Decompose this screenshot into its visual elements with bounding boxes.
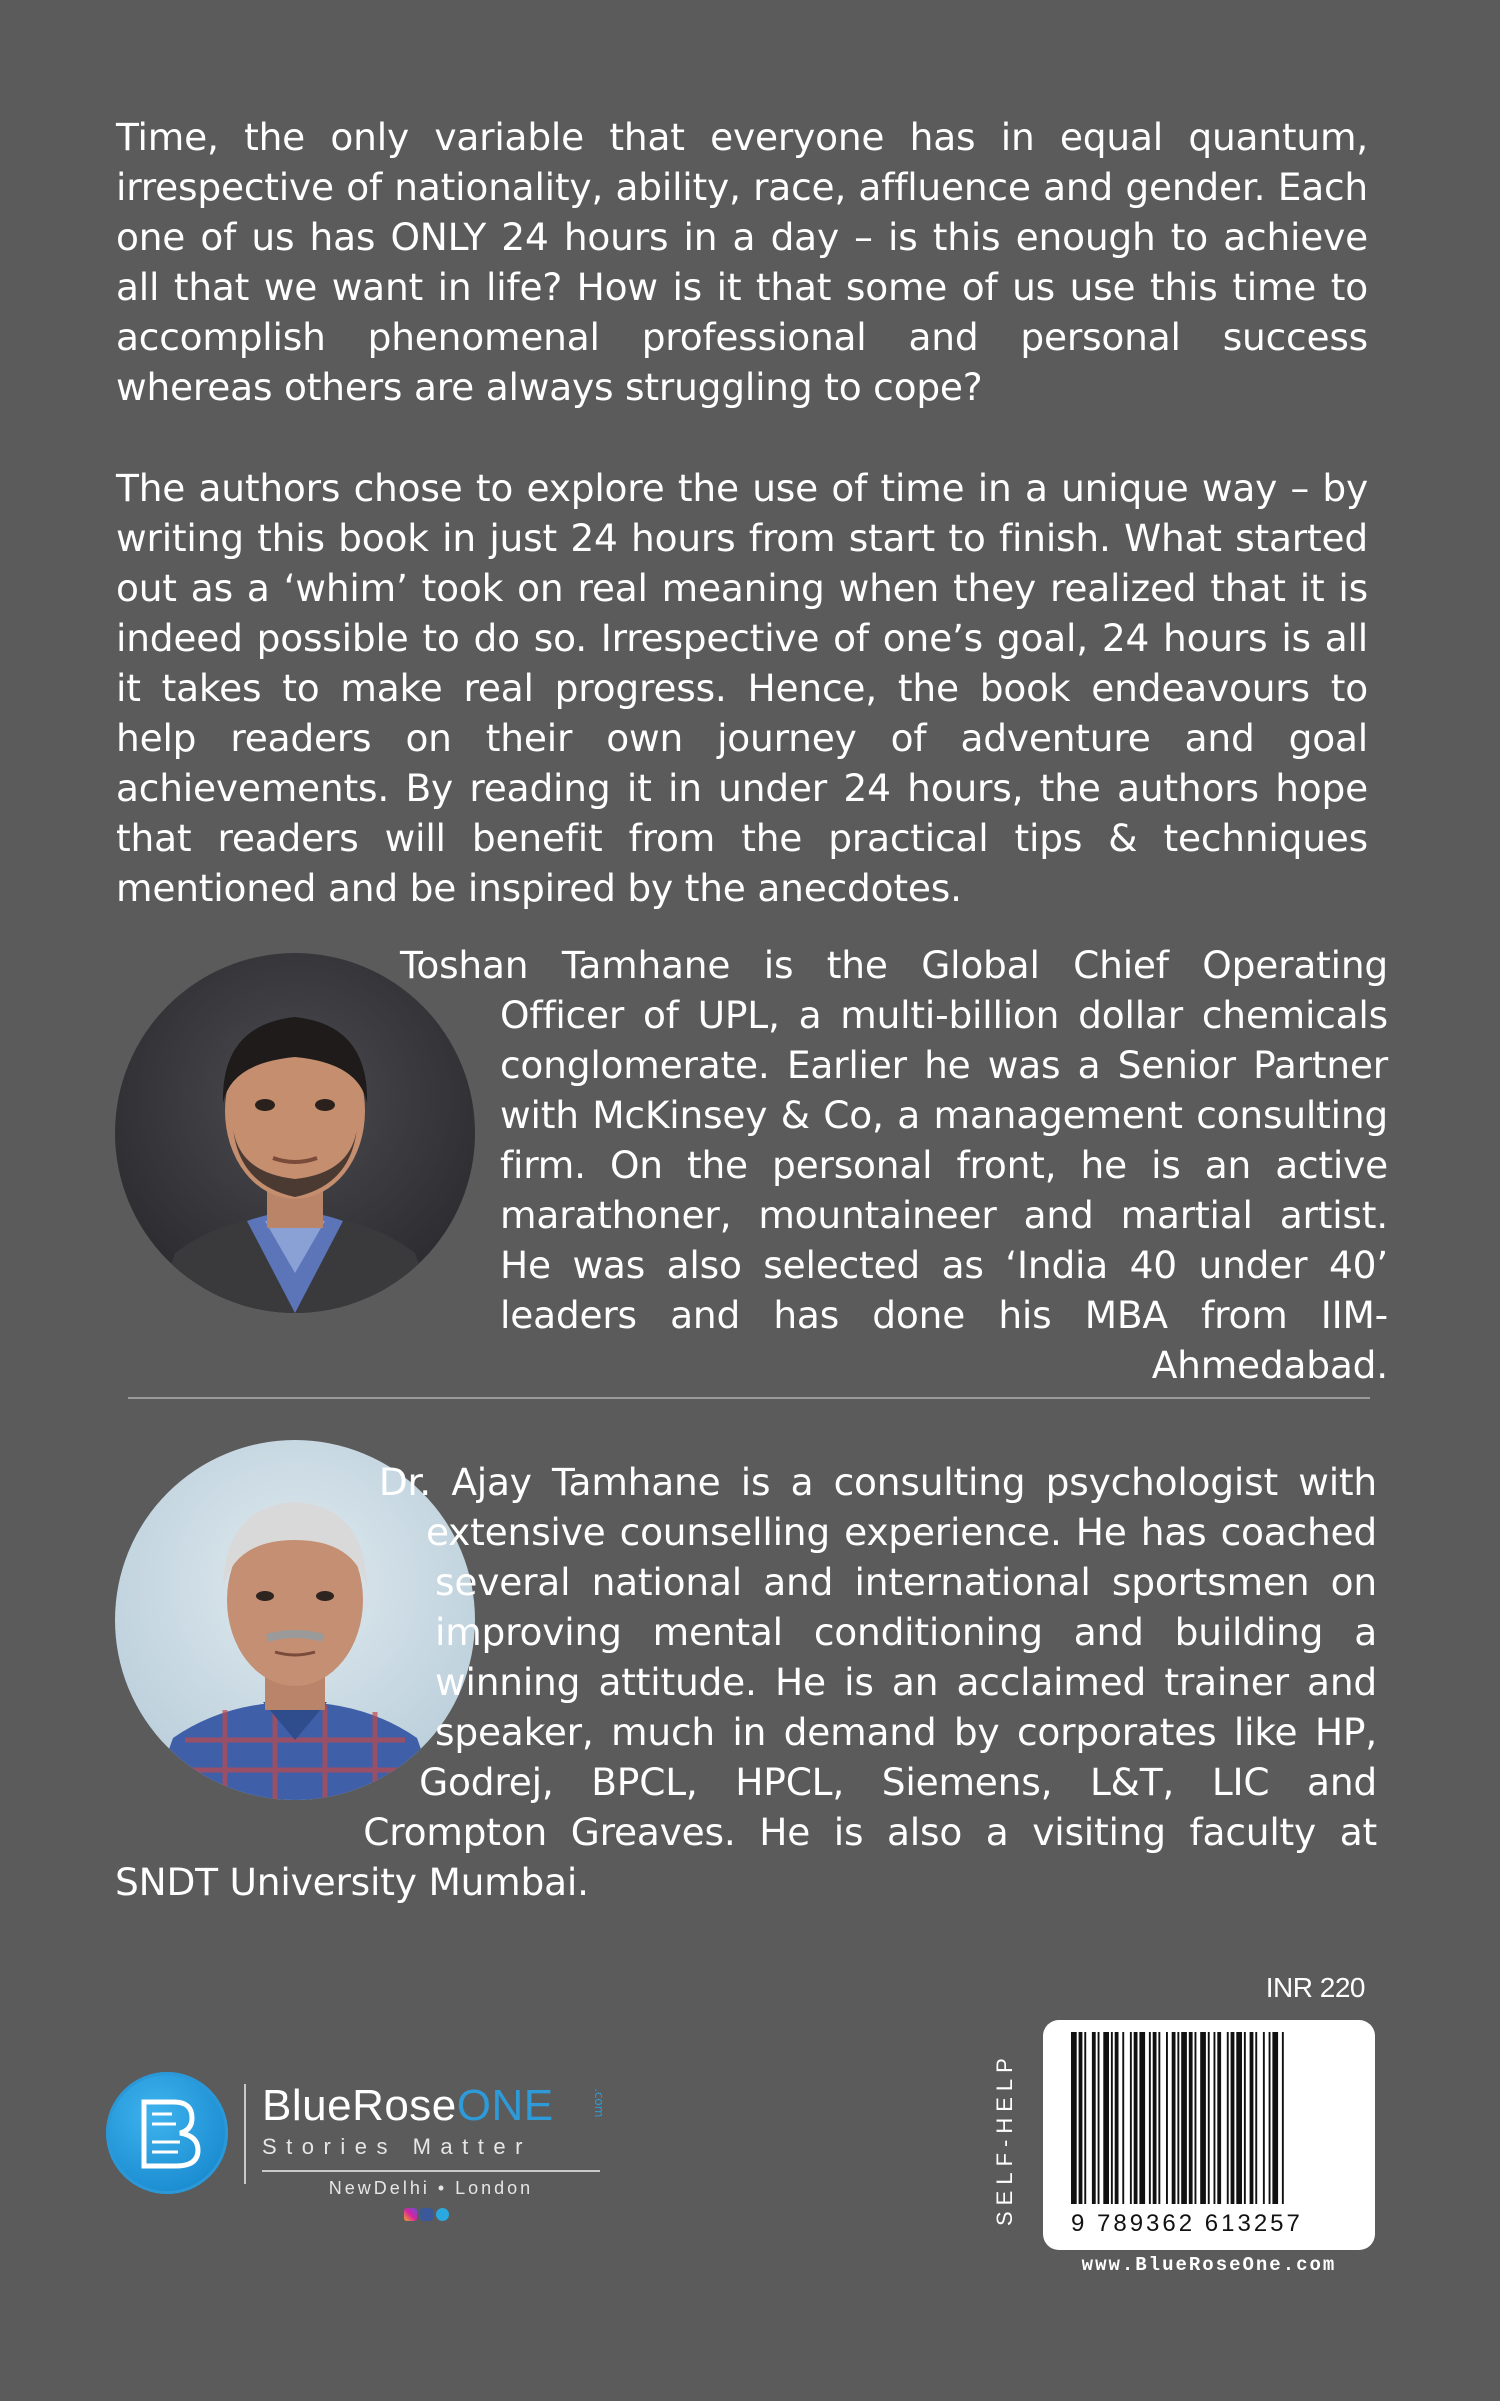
- author-bio-ajay-text: Dr. Ajay Tamhane is a consulting psychologist with extensive counselling experience. He has coached several national and international sportsmen on improving mental conditioning and building a winning attitude. He is an acclaimed trainer and speaker, much in demand by corporates like HP, Godrej, BPCL, HPCL, Siemens, L&T, LIC and Crompton Greaves. He is also a visiting faculty at SNDT University Mumbai.: [115, 1460, 1377, 1904]
- logo-underline: [262, 2170, 600, 2172]
- blurb-paragraph-2: The authors chose to explore the use of time in a unique way – by writing this book in just 24 hours from start to finish. What started out as a ‘whim’ took on real meaning when they realized that it is indeed possible to do so. Irrespective of one’s goal, 24 hours is all it takes to make real progress. Hence, the book endeavours to help readers on their own journey of adventure and goal achievements. By reading it in under 24 hours, the authors hope that readers will benefit from the practical tips & techniques mentioned and be inspired by the anecdotes.: [116, 466, 1368, 910]
- barcode-bar: [1244, 2032, 1246, 2204]
- barcode-bar: [1172, 2032, 1176, 2204]
- barcode-bar: [1149, 2032, 1151, 2204]
- barcode-bar: [1189, 2032, 1193, 2204]
- barcode-bar: [1115, 2032, 1119, 2204]
- publisher-name-part1: BlueRose: [262, 2081, 457, 2130]
- barcode-bar: [1227, 2032, 1229, 2204]
- publisher-domain-suffix: .com: [592, 2088, 606, 2118]
- publisher-name-part2: ONE: [456, 2081, 554, 2130]
- bluerose-logo-icon: [106, 2072, 228, 2194]
- instagram-icon: [404, 2208, 417, 2221]
- barcode-bar: [1269, 2032, 1271, 2204]
- barcode-bar: [1111, 2032, 1113, 2204]
- barcode-bar: [1200, 2032, 1206, 2204]
- barcode-bar: [1092, 2032, 1096, 2204]
- publisher-tagline: Stories Matter: [262, 2134, 532, 2159]
- publisher-locations: NewDelhi • London: [328, 2178, 534, 2198]
- barcode-bar: [1103, 2032, 1109, 2204]
- author-bio-toshan: [400, 940, 1388, 1390]
- logo-separator: [244, 2084, 246, 2184]
- barcode-bar: [1195, 2032, 1197, 2204]
- social-icons: [404, 2208, 449, 2221]
- barcode-bar: [1130, 2032, 1132, 2204]
- isbn-barcode: [1043, 2020, 1375, 2250]
- barcode-bar: [1122, 2032, 1124, 2204]
- section-divider: [128, 1397, 1370, 1399]
- facebook-icon: [420, 2208, 433, 2221]
- barcode-bar: [1098, 2032, 1100, 2204]
- barcode-bar: [1158, 2032, 1160, 2204]
- author-bio-ajay: [115, 1457, 1377, 1907]
- barcode-bar: [1250, 2032, 1254, 2204]
- barcode-bar: [1208, 2032, 1210, 2204]
- barcode-bar: [1217, 2032, 1221, 2204]
- barcode-bar: [1255, 2032, 1257, 2204]
- barcode-bar: [1236, 2032, 1242, 2204]
- barcode-bar: [1071, 2032, 1077, 2204]
- category-label: SELF-HELP: [992, 2052, 1017, 2226]
- price-label: INR 220: [1265, 1972, 1365, 2003]
- publisher-logo: [106, 2072, 626, 2222]
- bluerose-b-mark-icon: [106, 2072, 228, 2194]
- author-bio-toshan-text: Toshan Tamhane is the Global Chief Operating Officer of UPL, a multi-billion dollar chemicals conglomerate. Earlier he was a Senior Partner with McKinsey & Co, a management consulting firm. On the personal front, he is an active marathoner, mountaineer and martial artist. He was also selected as ‘India 40 under 40’ leaders and has done his MBA from IIM-Ahmedabad.: [400, 943, 1388, 1387]
- barcode-bar: [1079, 2032, 1083, 2204]
- barcode-bar: [1214, 2032, 1216, 2204]
- publisher-website: www.BlueRoseOne.com: [1081, 2254, 1337, 2276]
- barcode-bar: [1084, 2032, 1086, 2204]
- barcode-bar: [1153, 2032, 1157, 2204]
- barcode-bar: [1282, 2032, 1284, 2204]
- barcode-bar: [1272, 2032, 1278, 2204]
- isbn-digits: 9 789362 613257: [1071, 2210, 1303, 2237]
- barcode-bar: [1177, 2032, 1179, 2204]
- barcode-bar: [1181, 2032, 1187, 2204]
- publisher-name: [262, 2080, 554, 2132]
- twitter-icon: [436, 2208, 449, 2221]
- barcode-bar: [1134, 2032, 1138, 2204]
- barcode-bar: [1166, 2032, 1168, 2204]
- barcode-bar: [1263, 2032, 1265, 2204]
- barcode-bar: [1139, 2032, 1145, 2204]
- bio-wrap-spacer: [360, 940, 500, 1360]
- blurb-paragraph-1: Time, the only variable that everyone has in equal quantum, irrespective of nationality, ability, race, affluence and gender. Each one of us has ONLY 24 hours in a day – is this enough to achieve all that we want in life? How is it that some of us use this time to accomplish phenomenal professional and personal success whereas others are always struggling to cope?: [116, 115, 1368, 409]
- barcode-bar: [1231, 2032, 1235, 2204]
- bio-wrap-spacer-2: [95, 1457, 435, 1847]
